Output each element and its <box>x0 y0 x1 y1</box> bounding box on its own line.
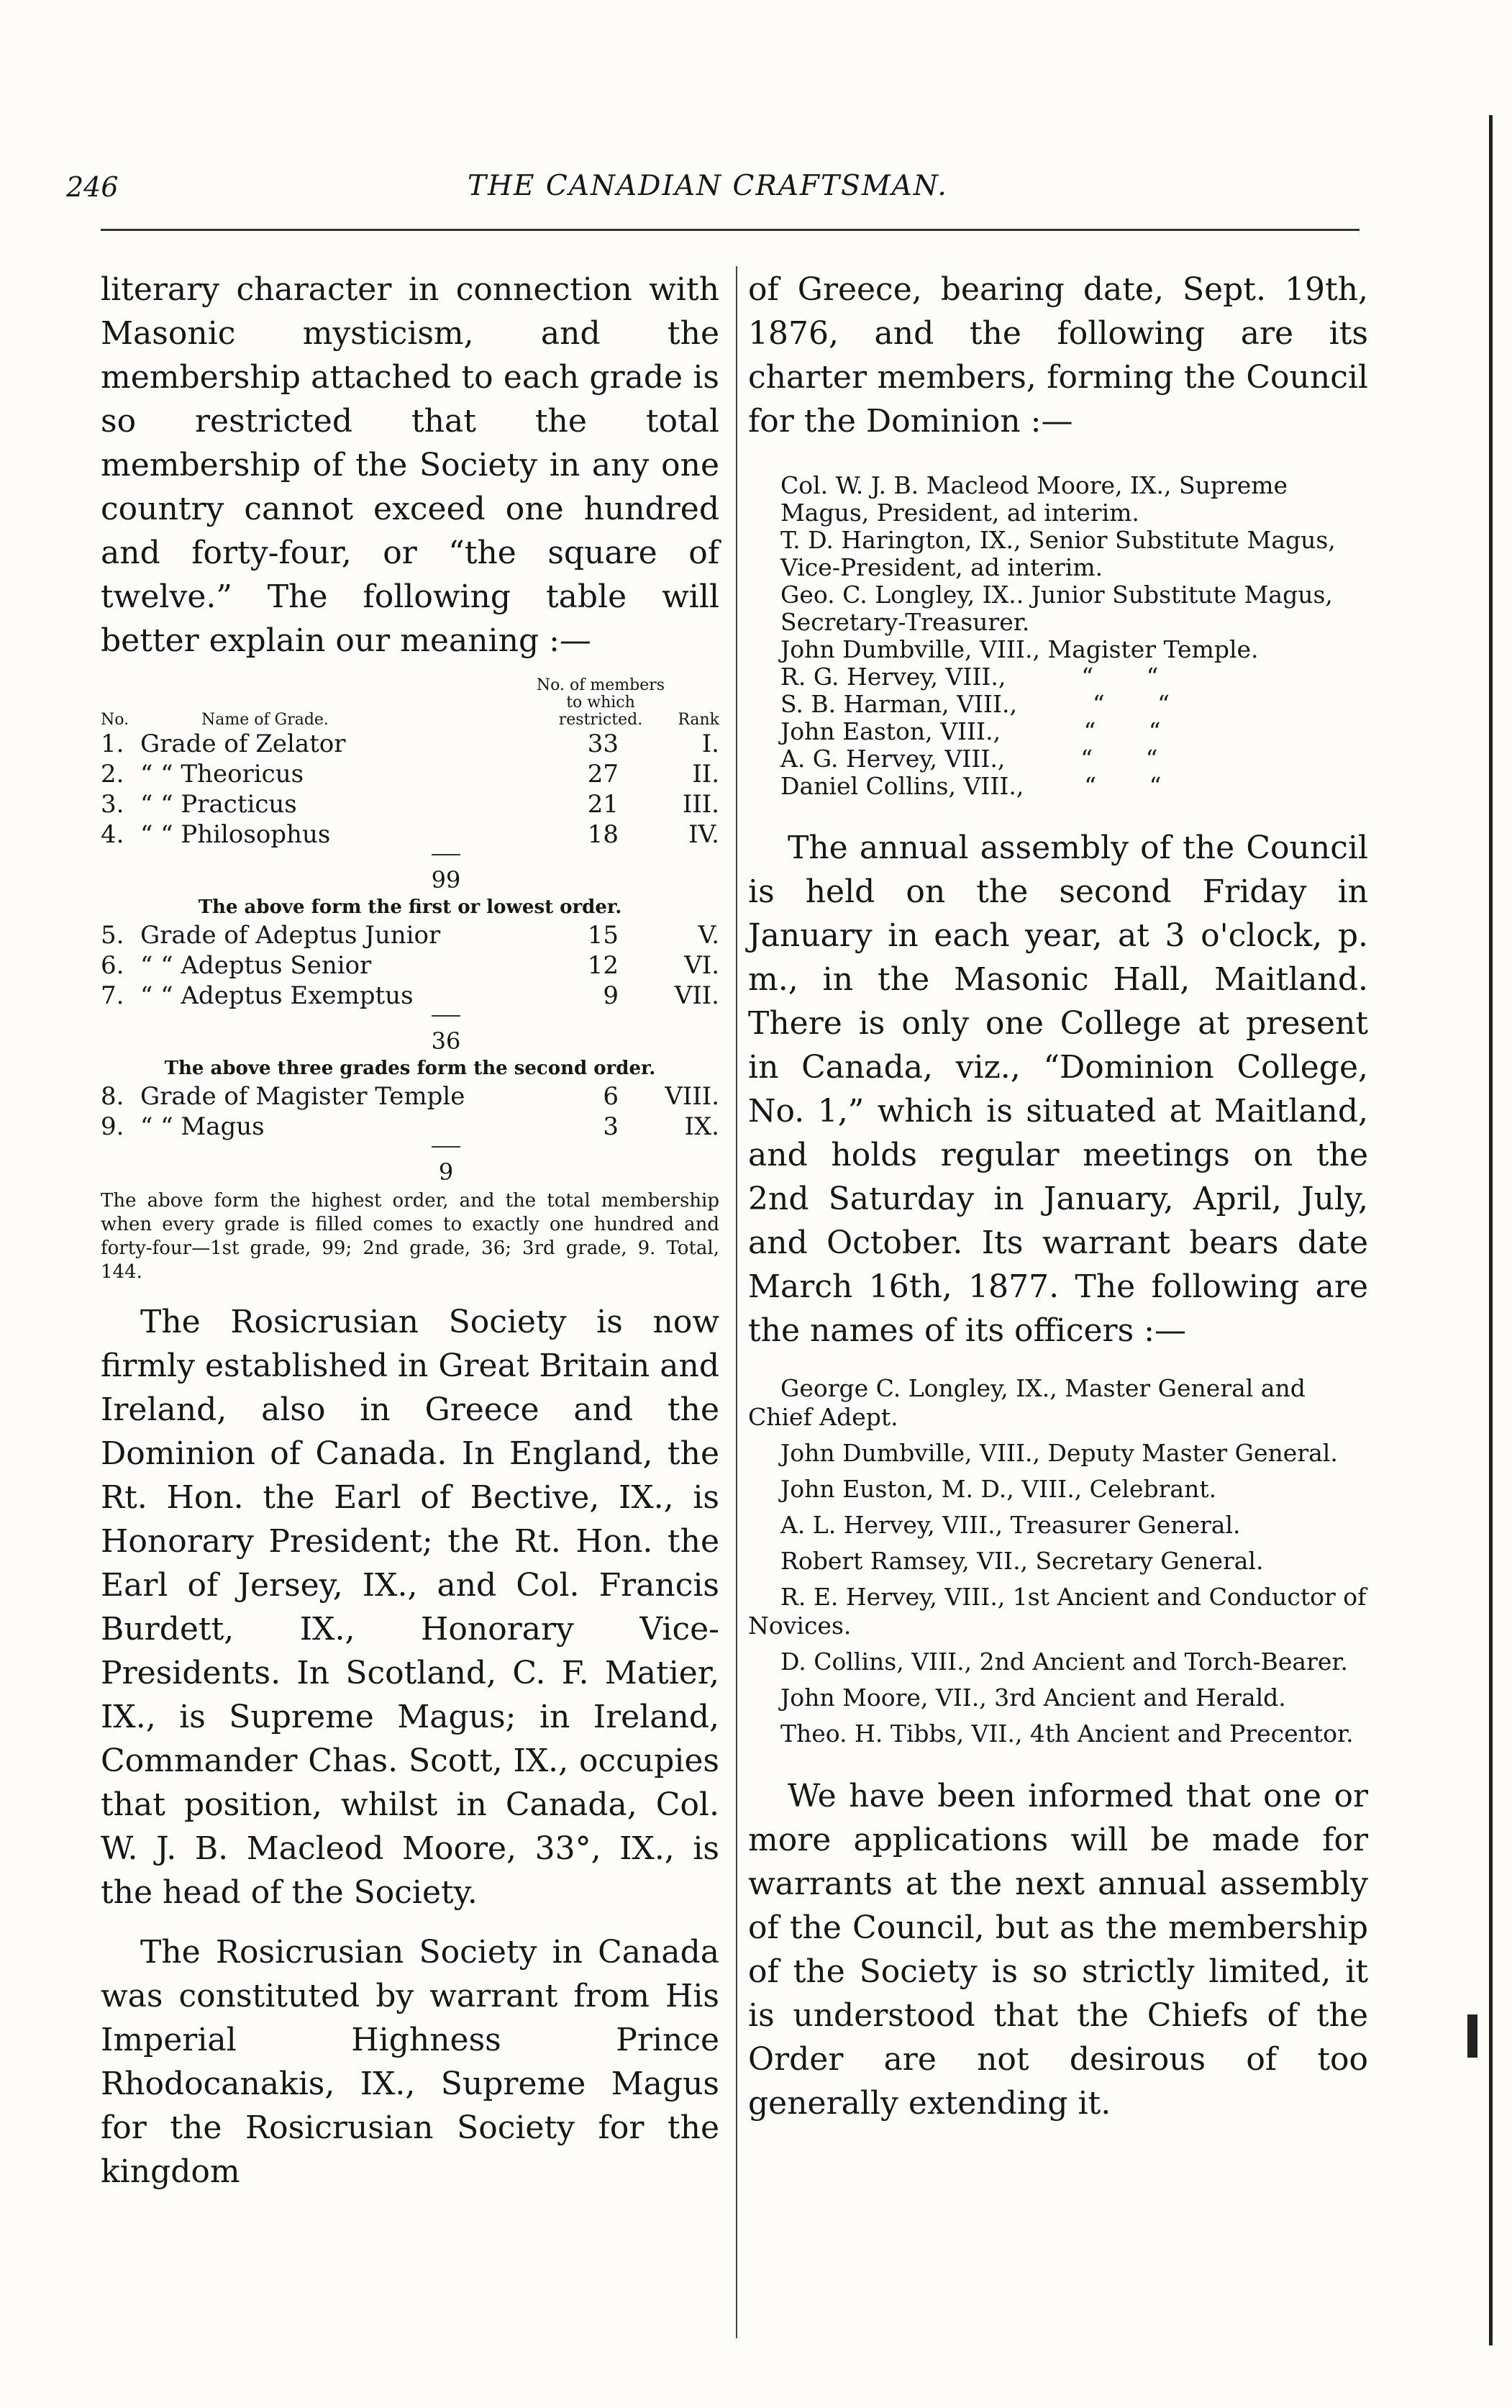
header-no: No. <box>101 711 129 729</box>
grade-rank: V. <box>698 921 719 950</box>
right-paragraph-1: of Greece, bearing date, Sept. 19th, 1876, and the following are its charter members, forming the Council for the Dominion :— <box>748 271 1368 440</box>
grade-name: “ “ Theoricus <box>140 760 304 789</box>
grade-rank: IV. <box>688 820 719 849</box>
officer-entry: D. Collins, VIII., 2nd Ancient and Torch-Bearer. <box>780 1648 1349 1676</box>
grade-row <box>101 819 719 850</box>
grade-row <box>101 1112 719 1142</box>
grade-name: Grade of Adeptus Junior <box>140 921 441 950</box>
grades-third-order <box>101 1081 719 1142</box>
council-member: A. G. Hervey, VIII., “ “ <box>780 745 1158 773</box>
grades-first-order <box>101 729 719 850</box>
grade-name: “ “ Adeptus Senior <box>140 951 372 980</box>
officer-entry: Theo. H. Tibbs, VII., 4th Ancient and Precentor. <box>780 1719 1354 1748</box>
grade-rank: II. <box>692 760 719 789</box>
officer-entry: A. L. Hervey, VIII., Treasurer General. <box>780 1511 1241 1539</box>
officers-list <box>748 1374 1368 1748</box>
officer-entry: John Euston, M. D., VIII., Celebrant. <box>780 1475 1217 1503</box>
grade-number: 1. <box>101 730 124 758</box>
grade-number: 6. <box>101 951 124 980</box>
grade-member-count: 27 <box>587 760 619 789</box>
grade-row <box>101 789 719 819</box>
council-members-list <box>748 472 1368 800</box>
council-member: R. G. Hervey, VIII., “ “ <box>780 663 1159 691</box>
right-column <box>748 268 1368 2125</box>
subtotal-first-order: 99 <box>431 866 461 894</box>
grade-member-count: 12 <box>587 951 619 980</box>
header-rank: Rank <box>678 711 719 729</box>
page-number: 246 <box>66 171 119 203</box>
left-paragraph-3: The Rosicrusian Society in Canada was constituted by warrant from His Imperial Highness Prince Rhodocanakis, IX., Supreme Magus for the Rosicrusian Society for the kingdom <box>101 1934 719 2190</box>
left-paragraph-2: The Rosicrusian Society is now firmly established in Great Britain and Ireland, also in Greece and the Dominion of Canada. In England, the Rt. Hon. the Earl of Bective, IX., is Honorary President; the Rt. Hon. the Earl of Jersey, IX., and Col. Francis Burdett, IX., Honorary Vice-Presidents. In Scotland, C. F. Matier, IX., is Supreme Magus; in Ireland, Commander Chas. Scott, IX., occupies that position, whilst in Canada, Col. W. J. B. Macleod Moore, 33°, IX., is the head of the Society. <box>101 1304 719 1911</box>
right-paragraph-3: We have been informed that one or more applications will be made for warrants at the next annual assembly of the Council, but as the membership of the Society is so strictly limited, it is understood that the Chiefs of the Order are not desirous of too generally extending it. <box>748 1778 1368 2122</box>
grade-row <box>101 759 719 789</box>
grade-row <box>101 950 719 981</box>
grade-number: 2. <box>101 760 124 789</box>
header-name: Name of Grade. <box>201 711 329 729</box>
grade-row <box>101 981 719 1011</box>
grade-member-count: 33 <box>587 730 619 758</box>
grade-number: 7. <box>101 981 124 1010</box>
council-member: John Easton, VIII., “ “ <box>780 717 1161 745</box>
council-member: Daniel Collins, VIII., “ “ <box>780 772 1162 800</box>
grade-number: 5. <box>101 921 124 950</box>
officer-entry: R. E. Hervey, VIII., 1st Ancient and Conductor of Novices. <box>748 1583 1367 1640</box>
column-divider <box>736 266 737 2338</box>
council-member: S. B. Harman, VIII., “ “ <box>780 690 1170 718</box>
subtotal-third-order: 9 <box>438 1158 454 1186</box>
grade-name: “ “ Magus <box>140 1112 265 1141</box>
grade-name: “ “ Philosophus <box>140 820 331 849</box>
officer-entry: John Moore, VII., 3rd Ancient and Herald. <box>780 1684 1286 1712</box>
running-title: THE CANADIAN CRAFTSMAN. <box>468 170 948 202</box>
note-first-order: The above form the first or lowest order. <box>198 896 622 918</box>
grade-number: 9. <box>101 1112 124 1141</box>
officer-entry: George C. Longley, IX., Master General and Chief Adept. <box>748 1374 1306 1431</box>
grade-number: 3. <box>101 790 124 819</box>
grade-member-count: 18 <box>587 820 619 849</box>
grade-name: Grade of Zelator <box>140 730 346 758</box>
subtotal-second-order: 36 <box>431 1027 461 1055</box>
subtotal-rule <box>432 1146 460 1148</box>
grade-name: Grade of Magister Temple <box>140 1082 465 1111</box>
grade-rank: VIII. <box>665 1082 719 1111</box>
table-footnote: The above form the highest order, and the total membership when every grade is filled comes to exactly one hundred and forty-four—1st grade, 99; 2nd grade, 36; 3rd grade, 9. Total, 144. <box>101 1190 719 1283</box>
grade-rank: I. <box>701 730 719 758</box>
grade-row <box>101 920 719 950</box>
grade-row <box>101 1081 719 1112</box>
council-member: Geo. C. Longley, IX.. Junior Substitute Magus, Secretary-Treasurer. <box>780 581 1341 636</box>
grade-member-count: 3 <box>603 1112 619 1141</box>
grade-row <box>101 729 719 759</box>
grade-rank: VII. <box>674 981 719 1010</box>
officer-entry: John Dumbville, VIII., Deputy Master General. <box>780 1439 1338 1467</box>
grade-table-header <box>101 677 719 729</box>
grade-name: “ “ Practicus <box>140 790 297 819</box>
grade-name: “ “ Adeptus Exemptus <box>140 981 414 1010</box>
header-rule <box>101 229 1360 231</box>
grade-member-count: 9 <box>603 981 619 1010</box>
grade-table <box>101 677 719 1284</box>
note-second-order: The above three grades form the second order. <box>164 1058 656 1079</box>
left-paragraph-1: literary character in connection with Masonic mysticism, and the membership attached to each grade is so restricted that the total membership of the Society in any one country cannot exceed one hundred and forty-four, or “the square of twelve.” The following table will better explain our meaning :— <box>101 271 719 659</box>
grade-number: 8. <box>101 1082 124 1111</box>
right-paragraph-2: The annual assembly of the Council is held on the second Friday in January in each year, at 3 o'clock, p. m., in the Masonic Hall, Maitland. There is only one College at present in Canada, viz., “Dominion College, No. 1,” which is situated at Maitland, and holds regular meetings on the 2nd Saturday in January, April, July, and October. Its warrant bears date March 16th, 1877. The following are the names of its officers :— <box>748 830 1368 1349</box>
grade-member-count: 6 <box>603 1082 619 1111</box>
grade-member-count: 21 <box>587 790 619 819</box>
grade-member-count: 15 <box>587 921 619 950</box>
grade-number: 4. <box>101 820 124 849</box>
grades-second-order <box>101 920 719 1011</box>
subtotal-rule <box>432 854 460 855</box>
grade-rank: IX. <box>684 1112 719 1141</box>
council-member: John Dumbville, VIII., Magister Temple. <box>780 635 1259 663</box>
subtotal-rule <box>432 1015 460 1017</box>
header-members: No. of members to which restricted. <box>536 676 665 729</box>
page-edge-mark <box>1467 2014 1477 2058</box>
council-member: T. D. Harington, IX., Senior Substitute Magus, Vice-President, ad interim. <box>780 526 1344 581</box>
grade-rank: III. <box>682 790 719 819</box>
page-edge-line <box>1489 115 1493 2345</box>
council-member: Col. W. J. B. Macleod Moore, IX., Supreme Magus, President, ad interim. <box>780 471 1295 527</box>
left-column <box>101 268 719 2194</box>
officer-entry: Robert Ramsey, VII., Secretary General. <box>780 1547 1264 1575</box>
grade-rank: VI. <box>684 951 719 980</box>
